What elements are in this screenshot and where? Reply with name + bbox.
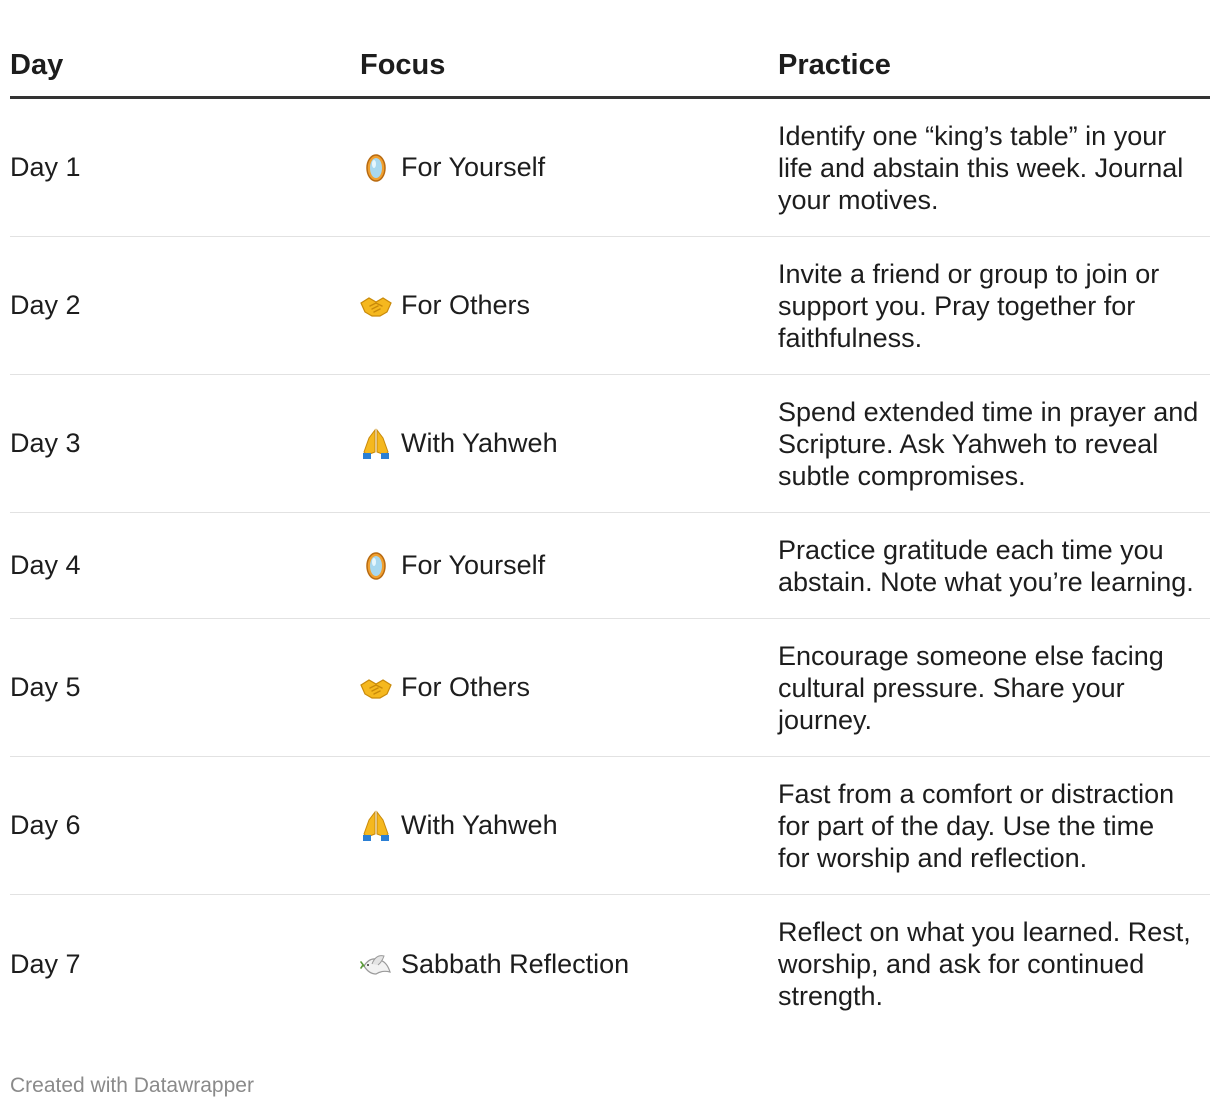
- dove-icon: [360, 948, 392, 980]
- table-row: [10, 375, 1210, 513]
- table-row: [10, 619, 1210, 757]
- focus-cell: [360, 428, 778, 460]
- focus-label: Sabbath Reflection: [401, 948, 630, 979]
- day-cell: Day 3: [10, 428, 81, 458]
- focus-label: For Yourself: [401, 152, 546, 182]
- focus-label: With Yahweh: [401, 810, 558, 840]
- focus-cell: [360, 550, 778, 582]
- praying-hands-icon: [360, 428, 392, 460]
- table-row: [10, 513, 1210, 619]
- practice-cell: Fast from a comfort or distraction for part of the day. Use the time for worship and reflection.: [778, 778, 1175, 873]
- focus-label: For Others: [401, 290, 531, 320]
- focus-label: With Yahweh: [401, 428, 558, 458]
- focus-cell: [360, 672, 778, 704]
- header-day: Day: [10, 48, 64, 81]
- focus-label: For Yourself: [401, 550, 546, 580]
- table-row: [10, 99, 1210, 237]
- datawrapper-credit: Created with Datawrapper: [10, 1074, 254, 1097]
- weekly-practice-table: [10, 28, 1210, 1033]
- practice-cell: Practice gratitude each time you abstain. Note what you’re learning.: [778, 534, 1194, 597]
- focus-cell: [360, 152, 778, 184]
- table-row: [10, 895, 1210, 1033]
- praying-hands-icon: [360, 810, 392, 842]
- table-row: [10, 757, 1210, 895]
- focus-cell: [360, 810, 778, 842]
- table-row: [10, 237, 1210, 375]
- practice-cell: Spend extended time in prayer and Scripture. Ask Yahweh to reveal subtle compromises.: [778, 396, 1199, 491]
- focus-cell: [360, 290, 778, 322]
- handshake-icon: [360, 290, 392, 322]
- day-cell: Day 6: [10, 810, 81, 840]
- practice-cell: Identify one “king’s table” in your life and abstain this week. Journal your motives.: [778, 120, 1184, 215]
- focus-label: For Others: [401, 672, 531, 702]
- practice-cell: Encourage someone else facing cultural pressure. Share your journey.: [778, 640, 1164, 735]
- day-cell: Day 5: [10, 672, 81, 702]
- day-cell: Day 7: [10, 948, 81, 979]
- mirror-icon: [360, 550, 392, 582]
- day-cell: Day 2: [10, 290, 81, 320]
- focus-cell: [360, 948, 778, 980]
- header-practice: Practice: [778, 48, 891, 81]
- practice-cell: Reflect on what you learned. Rest, worship, and ask for continued strength.: [778, 917, 1191, 1011]
- handshake-icon: [360, 672, 392, 704]
- table-header-row: [10, 28, 1210, 99]
- header-focus: Focus: [360, 48, 446, 81]
- mirror-icon: [360, 152, 392, 184]
- day-cell: Day 4: [10, 550, 81, 580]
- day-cell: Day 1: [10, 152, 81, 182]
- practice-cell: Invite a friend or group to join or support you. Pray together for faithfulness.: [778, 258, 1160, 353]
